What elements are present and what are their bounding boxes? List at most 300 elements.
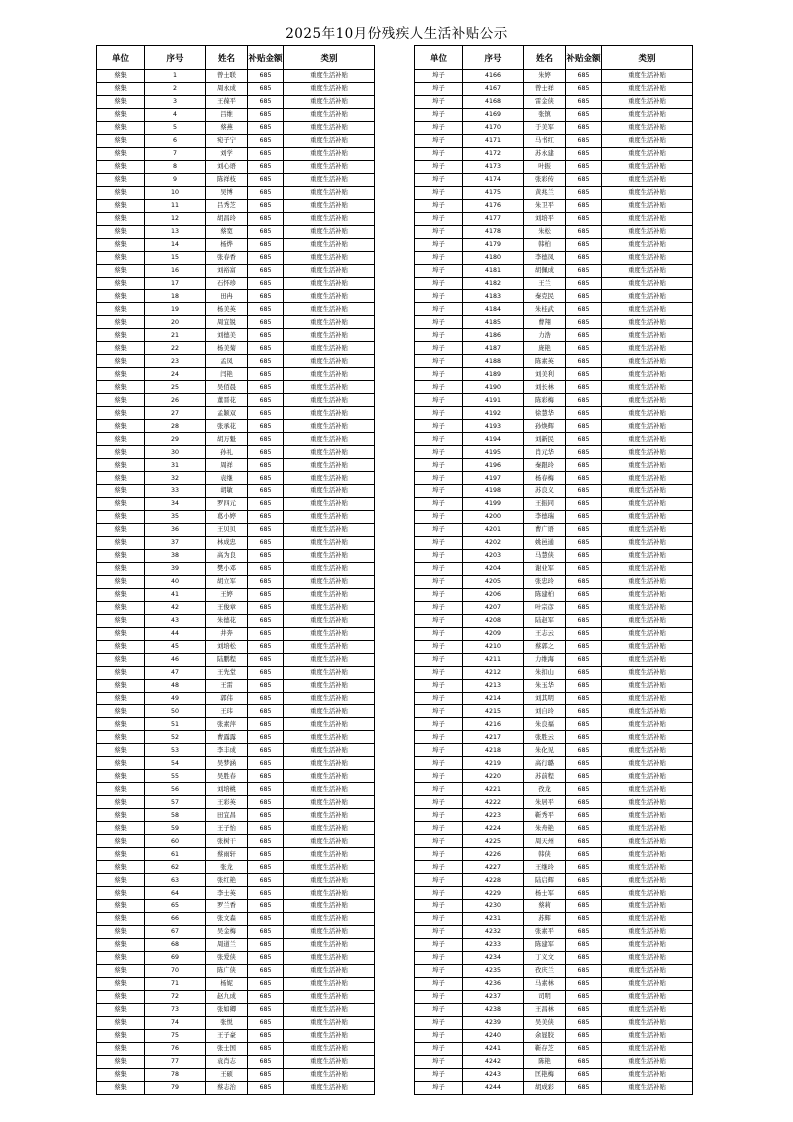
unit-cell: 蔡集 [97, 575, 145, 588]
table-row [97, 70, 375, 83]
amount-cell: 685 [248, 1029, 284, 1042]
amount-cell: 685 [248, 1016, 284, 1029]
unit-cell: 埠子 [415, 692, 463, 705]
unit-cell: 埠子 [415, 1081, 463, 1094]
table-row [97, 485, 375, 498]
name-cell: 刘心语 [206, 160, 248, 173]
amount-cell: 685 [248, 588, 284, 601]
name-cell: 张彩传 [524, 173, 566, 186]
table-row [415, 640, 693, 653]
seq-cell: 19 [145, 303, 206, 316]
category-cell: 重度生活补贴 [602, 1029, 693, 1042]
amount-cell: 685 [566, 835, 602, 848]
name-cell: 肖元华 [524, 446, 566, 459]
category-cell: 重度生活补贴 [284, 1081, 375, 1094]
amount-cell: 685 [566, 316, 602, 329]
name-cell: 胡昌玲 [206, 212, 248, 225]
category-cell: 重度生活补贴 [602, 70, 693, 83]
seq-cell: 6 [145, 134, 206, 147]
seq-cell: 4207 [463, 601, 524, 614]
table-row [415, 251, 693, 264]
amount-cell: 685 [566, 666, 602, 679]
amount-cell: 685 [566, 744, 602, 757]
amount-cell: 685 [248, 238, 284, 251]
unit-cell: 蔡集 [97, 70, 145, 83]
table-row [97, 160, 375, 173]
name-cell: 刘新民 [524, 433, 566, 446]
page-title: 2025年10月份残疾人生活补贴公示 [285, 26, 508, 42]
seq-cell: 42 [145, 601, 206, 614]
seq-cell: 4181 [463, 264, 524, 277]
name-cell: 朱松 [524, 225, 566, 238]
category-cell: 重度生活补贴 [284, 108, 375, 121]
amount-cell: 685 [248, 290, 284, 303]
name-cell: 李德凤 [524, 251, 566, 264]
amount-cell: 685 [566, 173, 602, 186]
table-row [415, 147, 693, 160]
seq-cell: 4182 [463, 277, 524, 290]
amount-cell: 685 [566, 653, 602, 666]
category-cell: 重度生活补贴 [284, 420, 375, 433]
category-cell: 重度生活补贴 [284, 1068, 375, 1081]
category-cell: 重度生活补贴 [284, 562, 375, 575]
amount-cell: 685 [566, 912, 602, 925]
name-cell: 韩侠 [524, 848, 566, 861]
name-cell: 王继玲 [524, 861, 566, 874]
name-cell: 苏永建 [524, 147, 566, 160]
name-cell: 张如卿 [206, 1003, 248, 1016]
amount-cell: 685 [248, 562, 284, 575]
category-cell: 重度生活补贴 [284, 173, 375, 186]
category-cell: 重度生活补贴 [602, 238, 693, 251]
amount-cell: 685 [248, 925, 284, 938]
name-cell: 陈建军 [524, 938, 566, 951]
unit-cell: 埠子 [415, 575, 463, 588]
unit-cell: 蔡集 [97, 407, 145, 420]
unit-cell: 埠子 [415, 796, 463, 809]
category-cell: 重度生活补贴 [284, 199, 375, 212]
name-cell: 张龙 [206, 861, 248, 874]
seq-cell: 4206 [463, 588, 524, 601]
table-row [415, 303, 693, 316]
amount-cell: 685 [566, 964, 602, 977]
header-amount: 补贴金额 [566, 46, 602, 70]
name-cell: 马素林 [524, 977, 566, 990]
unit-cell: 埠子 [415, 1055, 463, 1068]
unit-cell: 蔡集 [97, 433, 145, 446]
table-row [415, 679, 693, 692]
amount-cell: 685 [248, 809, 284, 822]
name-cell: 朱扣山 [524, 666, 566, 679]
category-cell: 重度生活补贴 [284, 1003, 375, 1016]
table-row [97, 510, 375, 523]
seq-cell: 4219 [463, 757, 524, 770]
unit-cell: 蔡集 [97, 964, 145, 977]
seq-cell: 4171 [463, 134, 524, 147]
table-row [97, 290, 375, 303]
unit-cell: 埠子 [415, 744, 463, 757]
category-cell: 重度生活补贴 [284, 329, 375, 342]
category-cell: 重度生活补贴 [284, 472, 375, 485]
category-cell: 重度生活补贴 [284, 912, 375, 925]
name-cell: 张春香 [206, 251, 248, 264]
category-cell: 重度生活补贴 [284, 575, 375, 588]
table-row [415, 1081, 693, 1094]
category-cell: 重度生活补贴 [284, 290, 375, 303]
name-cell: 吴胜春 [206, 770, 248, 783]
header-seq: 序号 [463, 46, 524, 70]
table-row [97, 1042, 375, 1055]
amount-cell: 685 [248, 420, 284, 433]
amount-cell: 685 [248, 251, 284, 264]
amount-cell: 685 [566, 433, 602, 446]
name-cell: 苏良义 [524, 485, 566, 498]
amount-cell: 685 [566, 887, 602, 900]
category-cell: 重度生活补贴 [284, 381, 375, 394]
amount-cell: 685 [248, 510, 284, 523]
seq-cell: 32 [145, 472, 206, 485]
name-cell: 司明 [524, 990, 566, 1003]
amount-cell: 685 [566, 692, 602, 705]
category-cell: 重度生活补贴 [284, 82, 375, 95]
seq-cell: 4226 [463, 848, 524, 861]
table-row [97, 147, 375, 160]
seq-cell: 4205 [463, 575, 524, 588]
category-cell: 重度生活补贴 [602, 990, 693, 1003]
unit-cell: 蔡集 [97, 134, 145, 147]
seq-cell: 5 [145, 121, 206, 134]
table-row [97, 588, 375, 601]
category-cell: 重度生活补贴 [602, 744, 693, 757]
unit-cell: 埠子 [415, 562, 463, 575]
amount-cell: 685 [566, 770, 602, 783]
amount-cell: 685 [566, 108, 602, 121]
name-cell: 王雷 [206, 679, 248, 692]
category-cell: 重度生活补贴 [284, 1016, 375, 1029]
unit-cell: 埠子 [415, 848, 463, 861]
unit-cell: 蔡集 [97, 588, 145, 601]
header-name: 姓名 [206, 46, 248, 70]
seq-cell: 18 [145, 290, 206, 303]
amount-cell: 685 [566, 757, 602, 770]
amount-cell: 685 [248, 1081, 284, 1094]
table-row [97, 173, 375, 186]
amount-cell: 685 [248, 472, 284, 485]
amount-cell: 685 [248, 1068, 284, 1081]
category-cell: 重度生活补贴 [284, 316, 375, 329]
unit-cell: 蔡集 [97, 757, 145, 770]
table-row [415, 433, 693, 446]
table-row [97, 848, 375, 861]
seq-cell: 43 [145, 614, 206, 627]
amount-cell: 685 [566, 1081, 602, 1094]
category-cell: 重度生活补贴 [284, 433, 375, 446]
category-cell: 重度生活补贴 [602, 614, 693, 627]
seq-cell: 4225 [463, 835, 524, 848]
name-cell: 吕维 [206, 108, 248, 121]
seq-cell: 52 [145, 731, 206, 744]
seq-cell: 10 [145, 186, 206, 199]
seq-cell: 37 [145, 536, 206, 549]
table-row [415, 238, 693, 251]
name-cell: 孜龙 [524, 783, 566, 796]
seq-cell: 4 [145, 108, 206, 121]
seq-cell: 4198 [463, 485, 524, 498]
category-cell: 重度生活补贴 [602, 510, 693, 523]
seq-cell: 22 [145, 342, 206, 355]
unit-cell: 蔡集 [97, 160, 145, 173]
seq-cell: 36 [145, 523, 206, 536]
seq-cell: 13 [145, 225, 206, 238]
table-row [415, 874, 693, 887]
category-cell: 重度生活补贴 [284, 653, 375, 666]
unit-cell: 蔡集 [97, 925, 145, 938]
seq-cell: 66 [145, 912, 206, 925]
category-cell: 重度生活补贴 [602, 160, 693, 173]
amount-cell: 685 [566, 238, 602, 251]
seq-cell: 4235 [463, 964, 524, 977]
name-cell: 杨烨 [206, 238, 248, 251]
name-cell: 曾士祥 [524, 82, 566, 95]
seq-cell: 76 [145, 1042, 206, 1055]
table-row [97, 549, 375, 562]
name-cell: 张红艳 [206, 874, 248, 887]
seq-cell: 2 [145, 82, 206, 95]
unit-cell: 埠子 [415, 900, 463, 913]
table-row [415, 1029, 693, 1042]
table-row [97, 653, 375, 666]
name-cell: 吕秀芝 [206, 199, 248, 212]
table-row [415, 692, 693, 705]
table-row [97, 835, 375, 848]
amount-cell: 685 [566, 446, 602, 459]
name-cell: 王婷 [206, 588, 248, 601]
table-row [97, 744, 375, 757]
name-cell: 黄兆兰 [524, 186, 566, 199]
name-cell: 刘学 [206, 147, 248, 160]
name-cell: 王志云 [524, 627, 566, 640]
seq-cell: 4193 [463, 420, 524, 433]
unit-cell: 埠子 [415, 147, 463, 160]
unit-cell: 蔡集 [97, 874, 145, 887]
name-cell: 王先堂 [206, 666, 248, 679]
name-cell: 叶振 [524, 160, 566, 173]
seq-cell: 51 [145, 718, 206, 731]
category-cell: 重度生活补贴 [602, 355, 693, 368]
unit-cell: 埠子 [415, 1068, 463, 1081]
amount-cell: 685 [248, 407, 284, 420]
category-cell: 重度生活补贴 [284, 835, 375, 848]
category-cell: 重度生活补贴 [602, 640, 693, 653]
name-cell: 董晋花 [206, 394, 248, 407]
category-cell: 重度生活补贴 [602, 627, 693, 640]
unit-cell: 埠子 [415, 173, 463, 186]
unit-cell: 埠子 [415, 446, 463, 459]
table-row [97, 108, 375, 121]
amount-cell: 685 [248, 757, 284, 770]
table-row [415, 212, 693, 225]
table-row [97, 407, 375, 420]
category-cell: 重度生活补贴 [602, 705, 693, 718]
name-cell: 姚邑通 [524, 536, 566, 549]
amount-cell: 685 [566, 1003, 602, 1016]
table-row [97, 394, 375, 407]
amount-cell: 685 [566, 1042, 602, 1055]
category-cell: 重度生活补贴 [602, 1081, 693, 1094]
category-cell: 重度生活补贴 [284, 757, 375, 770]
category-cell: 重度生活补贴 [602, 329, 693, 342]
table-row [97, 809, 375, 822]
unit-cell: 埠子 [415, 70, 463, 83]
table-row [415, 744, 693, 757]
seq-cell: 4183 [463, 290, 524, 303]
unit-cell: 埠子 [415, 912, 463, 925]
category-cell: 重度生活补贴 [602, 420, 693, 433]
category-cell: 重度生活补贴 [602, 653, 693, 666]
category-cell: 重度生活补贴 [602, 887, 693, 900]
amount-cell: 685 [248, 912, 284, 925]
category-cell: 重度生活补贴 [284, 394, 375, 407]
unit-cell: 蔡集 [97, 990, 145, 1003]
name-cell: 杨春梅 [524, 472, 566, 485]
name-cell: 周天州 [524, 835, 566, 848]
unit-cell: 蔡集 [97, 627, 145, 640]
name-cell: 高为良 [206, 549, 248, 562]
name-cell: 刘美利 [524, 368, 566, 381]
table-row [97, 264, 375, 277]
seq-cell: 60 [145, 835, 206, 848]
seq-cell: 65 [145, 900, 206, 913]
amount-cell: 685 [566, 731, 602, 744]
unit-cell: 埠子 [415, 472, 463, 485]
table-row [415, 731, 693, 744]
amount-cell: 685 [566, 1068, 602, 1081]
name-cell: 朱良福 [524, 718, 566, 731]
table-row [415, 108, 693, 121]
table-row [415, 925, 693, 938]
amount-cell: 685 [566, 394, 602, 407]
unit-cell: 埠子 [415, 238, 463, 251]
header-category: 类别 [284, 46, 375, 70]
table-row [415, 912, 693, 925]
category-cell: 重度生活补贴 [602, 938, 693, 951]
header-amount: 补贴金额 [248, 46, 284, 70]
name-cell: 王彩英 [206, 796, 248, 809]
name-cell: 雷金侠 [524, 95, 566, 108]
unit-cell: 蔡集 [97, 342, 145, 355]
seq-cell: 3 [145, 95, 206, 108]
unit-cell: 蔡集 [97, 381, 145, 394]
unit-cell: 蔡集 [97, 938, 145, 951]
unit-cell: 蔡集 [97, 666, 145, 679]
seq-cell: 28 [145, 420, 206, 433]
unit-cell: 蔡集 [97, 173, 145, 186]
category-cell: 重度生活补贴 [284, 446, 375, 459]
category-cell: 重度生活补贴 [602, 82, 693, 95]
seq-cell: 50 [145, 705, 206, 718]
seq-cell: 25 [145, 381, 206, 394]
seq-cell: 4228 [463, 874, 524, 887]
unit-cell: 埠子 [415, 316, 463, 329]
name-cell: 曹翔 [524, 316, 566, 329]
category-cell: 重度生活补贴 [602, 199, 693, 212]
amount-cell: 685 [248, 601, 284, 614]
amount-cell: 685 [566, 251, 602, 264]
seq-cell: 4203 [463, 549, 524, 562]
table-row [97, 420, 375, 433]
table-row [97, 212, 375, 225]
name-cell: 李德瑞 [524, 510, 566, 523]
seq-cell: 59 [145, 822, 206, 835]
unit-cell: 蔡集 [97, 900, 145, 913]
amount-cell: 685 [248, 1042, 284, 1055]
amount-cell: 685 [248, 614, 284, 627]
header-name: 姓名 [524, 46, 566, 70]
unit-cell: 蔡集 [97, 601, 145, 614]
unit-cell: 埠子 [415, 225, 463, 238]
table-row [97, 1029, 375, 1042]
amount-cell: 685 [566, 601, 602, 614]
amount-cell: 685 [566, 407, 602, 420]
category-cell: 重度生活补贴 [602, 523, 693, 536]
category-cell: 重度生活补贴 [284, 95, 375, 108]
unit-cell: 蔡集 [97, 783, 145, 796]
unit-cell: 蔡集 [97, 848, 145, 861]
name-cell: 井奔 [206, 627, 248, 640]
amount-cell: 685 [566, 990, 602, 1003]
name-cell: 谢业军 [524, 562, 566, 575]
table-row [97, 601, 375, 614]
amount-cell: 685 [248, 160, 284, 173]
unit-cell: 埠子 [415, 938, 463, 951]
amount-cell: 685 [566, 1055, 602, 1068]
unit-cell: 蔡集 [97, 446, 145, 459]
seq-cell: 27 [145, 407, 206, 420]
amount-cell: 685 [566, 199, 602, 212]
unit-cell: 蔡集 [97, 420, 145, 433]
seq-cell: 17 [145, 277, 206, 290]
category-cell: 重度生活补贴 [284, 407, 375, 420]
amount-cell: 685 [248, 951, 284, 964]
amount-cell: 685 [248, 692, 284, 705]
table-row [415, 381, 693, 394]
table-row [415, 718, 693, 731]
table-row [97, 225, 375, 238]
name-cell: 林成忠 [206, 536, 248, 549]
unit-cell: 蔡集 [97, 485, 145, 498]
amount-cell: 685 [248, 277, 284, 290]
category-cell: 重度生活补贴 [602, 303, 693, 316]
category-cell: 重度生活补贴 [284, 588, 375, 601]
category-cell: 重度生活补贴 [284, 601, 375, 614]
name-cell: 王振同 [524, 497, 566, 510]
category-cell: 重度生活补贴 [602, 588, 693, 601]
amount-cell: 685 [566, 1016, 602, 1029]
name-cell: 朱玉华 [524, 679, 566, 692]
amount-cell: 685 [248, 848, 284, 861]
amount-cell: 685 [248, 121, 284, 134]
table-row [415, 1003, 693, 1016]
table-row [415, 614, 693, 627]
seq-cell: 4210 [463, 640, 524, 653]
seq-cell: 4167 [463, 82, 524, 95]
table-row [97, 990, 375, 1003]
category-cell: 重度生活补贴 [284, 938, 375, 951]
seq-cell: 4166 [463, 70, 524, 83]
seq-cell: 4187 [463, 342, 524, 355]
amount-cell: 685 [248, 108, 284, 121]
amount-cell: 685 [566, 822, 602, 835]
